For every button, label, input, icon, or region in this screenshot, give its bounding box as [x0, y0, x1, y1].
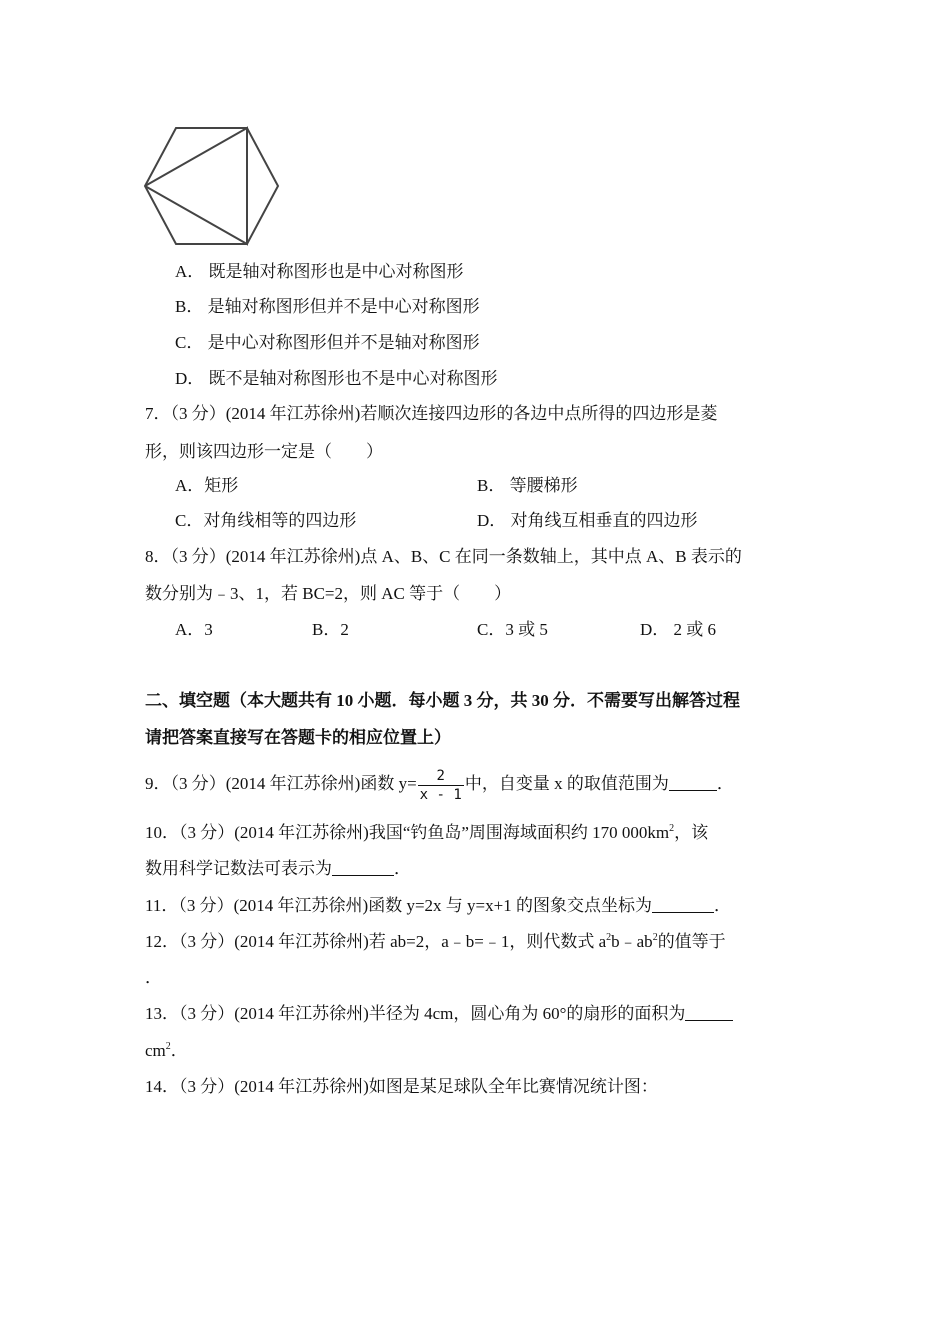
q6-option-c: C． 是中心对称图形但并不是轴对称图形: [175, 333, 480, 352]
q10-stem-line2: [145, 857, 411, 881]
q13-sup: 2: [165, 1041, 171, 1052]
q8-stem-line1: 8．（3 分）(2014 年江苏徐州)点 A、B、C 在同一条数轴上，其中点 A、B 表示的: [145, 547, 742, 566]
q7-option-d: D． 对角线互相垂直的四边形: [477, 511, 698, 530]
q9-fraction: [418, 767, 464, 804]
q8-option-d: D． 2 或 6: [640, 620, 717, 639]
q10-line1-pre: 10．（3 分）(2014 年江苏徐州)我国“钓鱼岛”周围海域面积约 170 000km: [145, 823, 670, 842]
hexagon-figure: [140, 122, 285, 252]
q8-option-a: A．3: [175, 620, 213, 639]
q12-sup2: 2: [652, 932, 658, 943]
q13-end: ．: [170, 1041, 188, 1060]
q12-post: 的值等于: [657, 932, 726, 951]
q6-option-d: D． 既不是轴对称图形也不是中心对称图形: [175, 369, 498, 388]
q14-stem: 14．（3 分）(2014 年江苏徐州)如图是某足球队全年比赛情况统计图：: [145, 1077, 658, 1096]
q13-stem-line2: [145, 1039, 188, 1063]
q13-line1: 13．（3 分）(2014 年江苏徐州)半径为 4cm，圆心角为 60°的扇形的面积为: [145, 1004, 686, 1023]
q7-stem-line1: 7．（3 分）(2014 年江苏徐州)若顺次连接四边形的各边中点所得的四边形是菱: [145, 404, 718, 423]
q8-option-c: C．3 或 5: [477, 620, 548, 639]
q6-option-a: A． 既是轴对称图形也是中心对称图形: [175, 262, 464, 281]
q8-option-b: B．2: [312, 620, 349, 639]
q7-option-a: A．矩形: [175, 476, 239, 495]
q7-option-b: B． 等腰梯形: [477, 476, 578, 495]
q11-text: 11．（3 分）(2014 年江苏徐州)函数 y=2x 与 y=x+1 的图象交点坐标为: [145, 896, 652, 915]
q10-end: ．: [394, 859, 411, 878]
q10-answer-blank[interactable]: [332, 859, 394, 876]
inscribed-triangle: [145, 128, 247, 244]
q12-sup1: 2: [606, 932, 612, 943]
q7-stem-line2: 形，则该四边形一定是（ ）: [145, 442, 383, 461]
hexagon-outline: [145, 128, 278, 244]
q11-stem: [145, 894, 731, 918]
q10-stem-line1: [145, 821, 708, 845]
q7-option-c: C．对角线相等的四边形: [175, 511, 357, 530]
q9-end: ．: [716, 774, 734, 793]
q10-line2-pre: 数用科学记数法可表示为: [145, 859, 332, 878]
q9-suffix: 中，自变量 x 的取值范围为: [464, 774, 669, 793]
q11-answer-blank[interactable]: [652, 896, 714, 913]
q9-stem: [145, 764, 734, 804]
q12-stem-line1: [145, 930, 726, 954]
section2-heading-line2: 请把答案直接写在答题卡的相应位置上）: [145, 728, 451, 747]
q10-line1-post: ，该: [674, 823, 709, 842]
section2-heading-line1: 二、填空题（本大题共有 10 小题．每小题 3 分，共 30 分．不需要写出解答过程: [145, 691, 740, 710]
q12-mid: b﹣ab: [611, 932, 653, 951]
q9-prefix: 9．（3 分）(2014 年江苏徐州)函数 y=: [145, 774, 417, 793]
q9-fraction-denominator: x - 1: [419, 786, 462, 803]
q13-answer-blank[interactable]: [685, 1004, 733, 1021]
q9-fraction-numerator: 2: [436, 767, 445, 784]
q9-answer-blank[interactable]: [669, 774, 717, 791]
q12-stem-line2: ．: [145, 968, 162, 987]
q8-stem-line2: 数分别为﹣3、1，若 BC=2，则 AC 等于（ ）: [145, 584, 512, 603]
q12-pre: 12．（3 分）(2014 年江苏徐州)若 ab=2，a﹣b=﹣1，则代数式 a: [145, 932, 607, 951]
q13-stem-line1: [145, 1002, 733, 1026]
q6-option-b: B． 是轴对称图形但并不是中心对称图形: [175, 297, 480, 316]
q11-end: ．: [713, 896, 731, 915]
q10-sup: 2: [669, 823, 675, 834]
q13-line2-pre: cm: [145, 1041, 166, 1060]
